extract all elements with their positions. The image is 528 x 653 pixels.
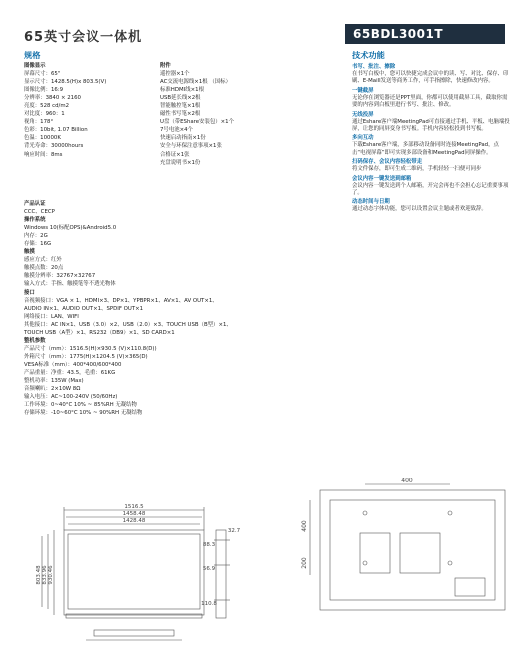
feature-title: 书写、批注、擦除: [352, 64, 396, 70]
feature-body: 会议内容一键发送到个人邮箱，开完会再也不会担心忘记重要事项了。: [352, 182, 509, 197]
accessory-line: 充盘说明书×1份: [160, 159, 201, 166]
spec-line: 存储：16G: [24, 241, 52, 248]
spec-line: 响应时间：8ms: [24, 151, 63, 158]
accessory-line: U盘（带EShare安装包）×1个: [160, 119, 234, 126]
feature-title: 扫码保存、会议内容轻松带走: [352, 159, 423, 166]
feature-body: 无论你在浏览器还是PPT里面，你都可以使用截屏工具，截取你需要的内容到白板里进行书写、批注、修改。: [352, 94, 508, 109]
spec-line: 触摸点数：20点: [24, 265, 64, 272]
page-title: 65英寸会议一体机: [24, 30, 143, 45]
dim-top-label: 1516.5: [124, 504, 144, 510]
certification-heading: 产品认证: [24, 201, 46, 207]
ops-slot: [455, 578, 485, 596]
vesa-hole: [363, 511, 367, 515]
accessory-line: 快速启动指南×1份: [160, 135, 206, 142]
feature-body: 通过动态字体功能，您可以设置会议主题或者欢迎致辞。: [352, 206, 487, 213]
features-block: [352, 62, 510, 214]
feature-body: 通过Eshare客户端MeetingPad可直接通过手机、平板、电脑端投屏，让您的同屏变身书写板。手机内容轻松投到书写板。: [352, 118, 510, 133]
vesa-hole: [363, 561, 367, 565]
dim-right-label: 56.9: [202, 566, 216, 572]
side-profile-outline: [216, 530, 226, 618]
dim-left-label: 930.46: [48, 565, 54, 585]
dim-top-label: 1458.48: [122, 511, 146, 517]
spec-line: 输入电压：AC~100-240V (50/60Hz): [24, 394, 118, 401]
lower-spec-block: [24, 200, 329, 417]
spec-line: 色温：10000K: [24, 135, 61, 142]
accessory-line: 标准HDMI线×1根: [160, 87, 204, 94]
spec-line: 亮度：528 cd/m2: [24, 103, 70, 110]
spec-line: Windows 10(标配OPS)&Android5.0: [24, 225, 117, 232]
ports-heading: 接口: [24, 289, 35, 296]
front-dimension-drawing: [24, 480, 254, 650]
back-dimension-drawing: [290, 478, 520, 623]
spec-line: 背光寿命：30000hours: [24, 143, 84, 150]
dim-vesa-width: 400: [401, 478, 413, 484]
feature-title: 一键截屏: [352, 87, 374, 94]
spec-line: 产品尺寸（mm）：1516.5(H)×930.5 (V)×110.8(D)): [24, 345, 157, 352]
spec-line: CCC、CECP: [24, 209, 55, 216]
spec-line: 音频喇叭：2×10W 8Ω: [24, 386, 81, 393]
back-module: [360, 533, 390, 573]
accessory-line: 7号电池×4个: [160, 127, 193, 134]
spec-line: AUDIO IN×1、AUDIO OUT×1、SPDIF OUT×1: [24, 305, 144, 312]
spec-line: 图像比例：16:9: [24, 87, 64, 94]
spec-line: 分辨率：3840 × 2160: [24, 95, 81, 102]
spec-line: 外箱尺寸（mm）：1775(H)×1204.5 (V)×365(D): [24, 353, 148, 360]
spec-line: 存储环境：-10~60°C 10% ~ 90%RH 无凝结物: [24, 410, 143, 417]
dim-right-label: 110.8: [201, 601, 217, 607]
feature-title: 多向互动: [352, 135, 374, 142]
feature-body: 下载Eshare客户端，多部移动设备同时连接MeetingPad，点击“电视屏幕”即可实现多部设备和MeetingPad同屏操作。: [352, 142, 499, 156]
spec-line: 音视频接口：VGA × 1、HDMI×3、DP×1、YPBPR×1、AV×1、AV OUT×1、: [24, 297, 218, 304]
back-panel-inner: [330, 500, 495, 600]
accessories-block: [160, 62, 295, 167]
accessory-line: 智能触控笔×1根: [160, 103, 201, 110]
params-heading: 整机参数: [24, 337, 46, 344]
feature-body: 将文件保存，即可生成二维码，手机轻轻一扫便可同步: [352, 166, 482, 173]
accessory-line: AC交流电源线×1根 （国标）: [160, 79, 231, 86]
dim-left-label: 833.96: [42, 565, 48, 585]
accessory-line: USB延长线×2根: [160, 95, 201, 102]
spec-line: 视角：178°: [24, 119, 54, 126]
front-panel-bottom-bar: [66, 614, 202, 618]
spec-line: 内存：2G: [24, 233, 48, 240]
back-module: [400, 533, 440, 573]
dim-vesa-height: 400: [301, 520, 308, 532]
vesa-hole: [448, 511, 452, 515]
spec-line: 色彩：10bit, 1.07 Billion: [24, 127, 88, 134]
feature-title: 会议内容一键发送到邮箱: [352, 175, 412, 182]
vesa-hole: [448, 561, 452, 565]
features-heading: 技术功能: [352, 50, 385, 60]
spec-line: 输入方式：手指、触摸笔等不透光物体: [24, 281, 116, 288]
spec-line: 整机功率：135W (Max): [24, 378, 84, 385]
spec-line: 触摸分辨率：32767×32767: [24, 273, 96, 280]
touch-heading: 触摸: [24, 249, 35, 256]
display-spec-block: [24, 62, 144, 159]
accessory-line: 磁性书写笔×2根: [160, 111, 201, 118]
spec-heading: 规格: [24, 50, 41, 60]
accessories-heading: 附件: [160, 63, 171, 69]
spec-line: 感应方式：红外: [24, 257, 62, 264]
back-panel-outline: [320, 490, 505, 610]
front-panel-outline: [64, 530, 204, 615]
spec-line: 显示尺寸：1428.5(H)x 803.5(V): [24, 79, 107, 86]
feature-title: 无线投屏: [352, 111, 374, 118]
spec-line: 网络接口：LAN、WIFI: [24, 313, 79, 320]
feature-body: 在书写白板中，您可以快捷完成会议中的读、写、对比、保存、印刷、E-Maill发送等商务工作，可手指擦除，快速修改内容。: [352, 71, 509, 85]
spec-line: VESA标准（mm）：400*400/600*400: [24, 361, 122, 368]
dim-vesa-offset: 200: [301, 557, 308, 569]
accessory-line: 安全与环保注意事项×1张: [160, 143, 222, 150]
display-heading: 图像显示: [24, 63, 46, 69]
spec-line: 产品重量：净重：43.5，毛重：61KG: [24, 369, 116, 376]
spec-line: 屏幕尺寸：65": [24, 71, 61, 78]
model-badge: 65BDL3001T: [345, 24, 505, 44]
dim-top-label: 1428.48: [122, 518, 146, 524]
spec-line: 对比度：960：1: [24, 111, 65, 118]
dim-right-label: 88.3: [202, 542, 216, 548]
front-panel-screen: [68, 534, 200, 609]
spec-line: 工作环境：0~40°C 10% ~ 85%RH 无凝结物: [24, 402, 137, 409]
accessory-line: 遥控器×1个: [160, 71, 190, 78]
stand-outline: [94, 630, 174, 636]
dim-left-label: 803.48: [36, 565, 42, 585]
feature-title: 动态时间与日期: [352, 199, 390, 206]
spec-line: 其他接口：AC IN×1、USB（3.0）×2、USB（2.0）×3、TOUCH USB（B型）×1、: [24, 321, 232, 328]
dim-right-label: 32.7: [227, 528, 241, 534]
os-heading: 操作系统: [24, 217, 46, 224]
accessory-line: 合格证×1张: [160, 151, 190, 158]
spec-line: TOUCH USB（A型）×1、RS232（DB9）×1、SD CARD×1: [24, 329, 175, 336]
